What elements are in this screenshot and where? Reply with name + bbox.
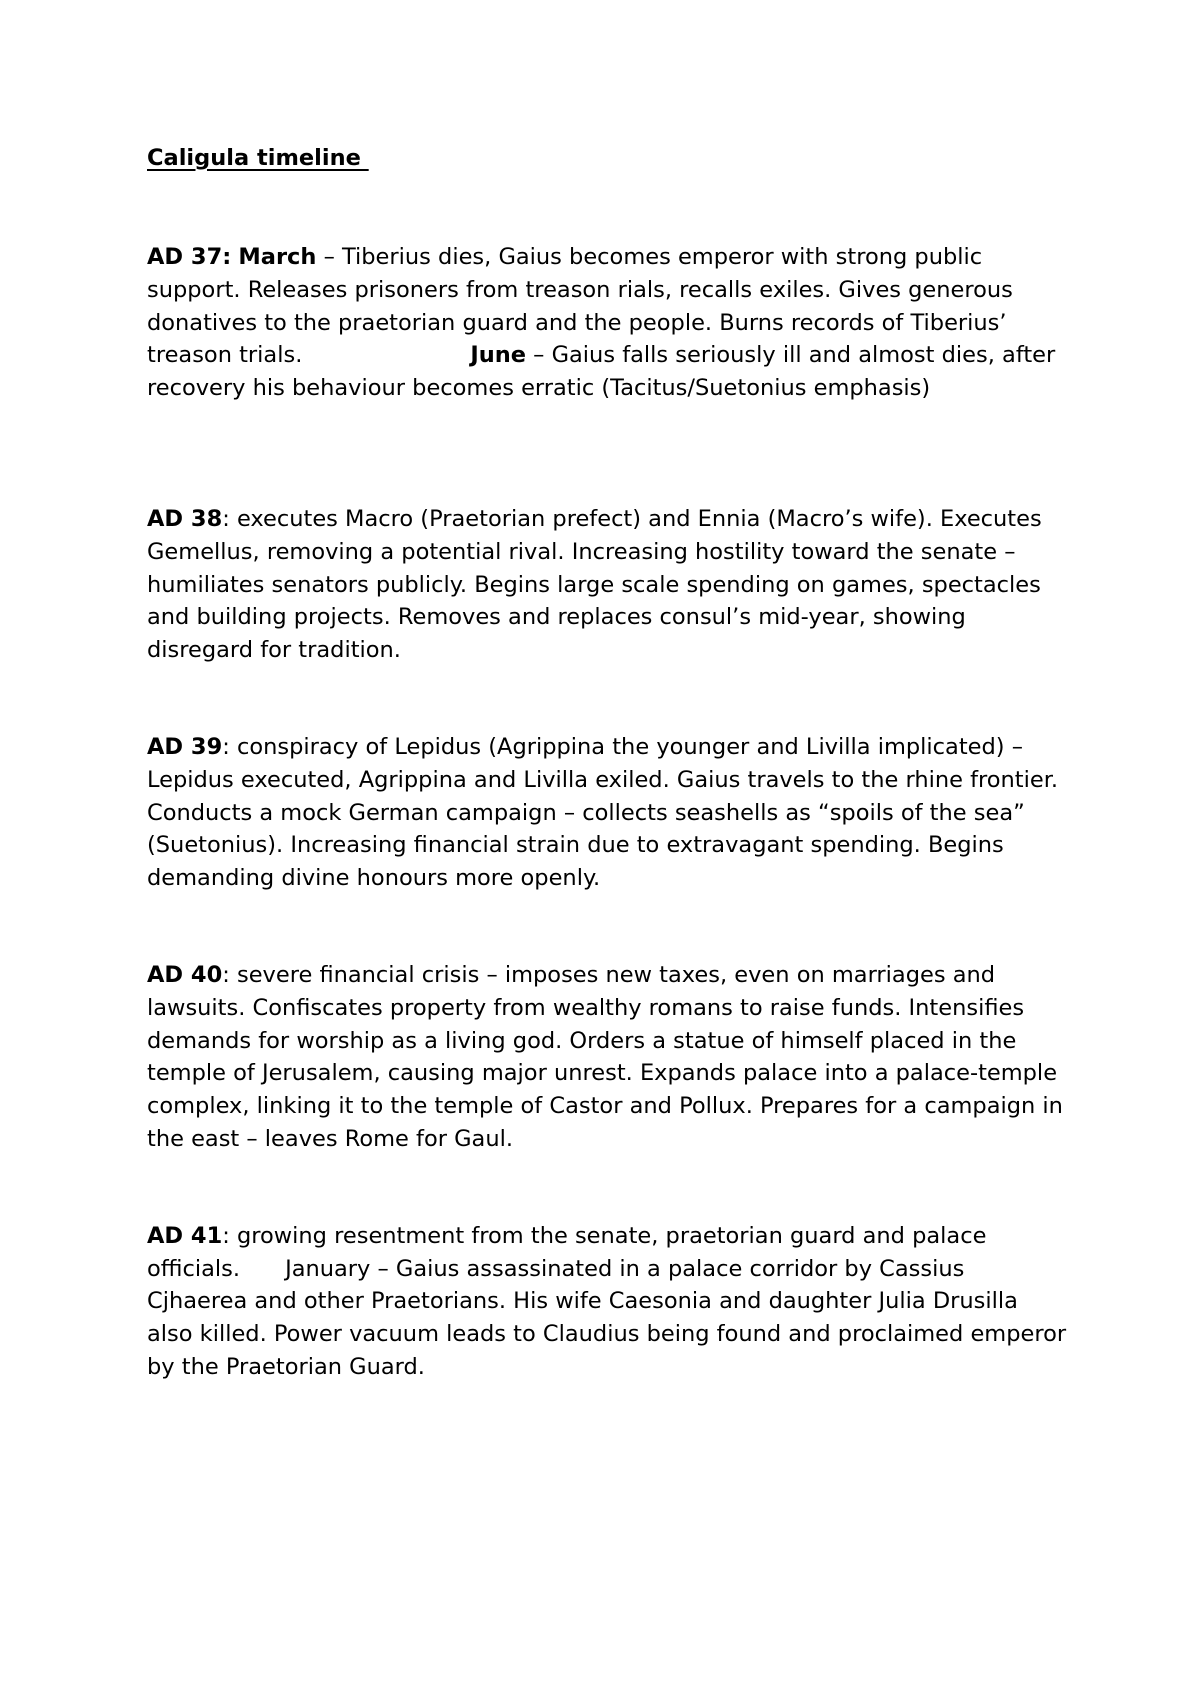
document-title: Caligula timeline xyxy=(147,145,369,171)
entry-text: January – Gaius assassinated in a palace corridor by Cassius Cjhaerea and other Praetorians. His wife Caesonia and daughter Julia Drusilla also killed. Power vacuum leads to Claudius being found and proclaimed emperor by the Praetorian Guard. xyxy=(147,1255,1067,1380)
entry-month-june: June xyxy=(470,342,527,369)
entry-month-march: March xyxy=(238,244,317,270)
entry-year: AD 40 xyxy=(147,961,223,988)
timeline-entry-ad38 xyxy=(147,503,1067,667)
entry-text: : severe financial crisis – imposes new taxes, even on marriages and lawsuits. Confiscates property from wealthy romans to raise funds. Intensifies demands for worship as a living god. Orders a statue of himself placed in the temple of Jerusalem, causing major unrest. Expands palace into a palace-temple complex, linking it to the temple of Castor and Pollux. Prepares for a campaign in the east – leaves Rome for Gaul. xyxy=(147,961,1063,1152)
timeline-entry-ad37 xyxy=(147,241,1067,405)
entry-year: AD 39 xyxy=(147,733,223,760)
entry-text: : executes Macro (Praetorian prefect) and Ennia (Macro’s wife). Executes Gemellus, removing a potential rival. Increasing hostility toward the senate – humiliates senators publicly. Begins large scale spending on games, spectacles and building projects. Removes and replaces consul’s mid-year, showing disregard for tradition. xyxy=(147,505,1042,664)
entry-year: AD 38 xyxy=(147,505,223,532)
entry-year: AD 37: xyxy=(147,244,232,270)
timeline-entry-ad39 xyxy=(147,731,1067,895)
entry-text: : conspiracy of Lepidus (Agrippina the younger and Livilla implicated) – Lepidus executed, Agrippina and Livilla exiled. Gaius travels to the rhine frontier. Conducts a mock German campaign – collects seashells as “spoils of the sea” (Suetonius). Increasing financial strain due to extravagant spending. Begins demanding divine honours more openly. xyxy=(147,733,1059,892)
entry-text: : growing resentment from the senate, praetorian guard and palace officials. xyxy=(147,1222,987,1282)
entry-year: AD 41 xyxy=(147,1222,223,1249)
document-body xyxy=(147,142,1067,1384)
timeline-entry-ad40 xyxy=(147,959,1067,1156)
entry-text: – Tiberius dies, Gaius becomes emperor with strong public support. Releases prisoners from treason rials, recalls exiles. Gives generous donatives to the praetorian guard and the people. Burns records of Tiberius’ treason trials. xyxy=(147,244,1013,369)
entry-text: – Gaius falls seriously ill and almost dies, after recovery his behaviour becomes erratic (Tacitus/Suetonius emphasis) xyxy=(147,342,1056,402)
timeline-entry-ad41 xyxy=(147,1220,1067,1384)
